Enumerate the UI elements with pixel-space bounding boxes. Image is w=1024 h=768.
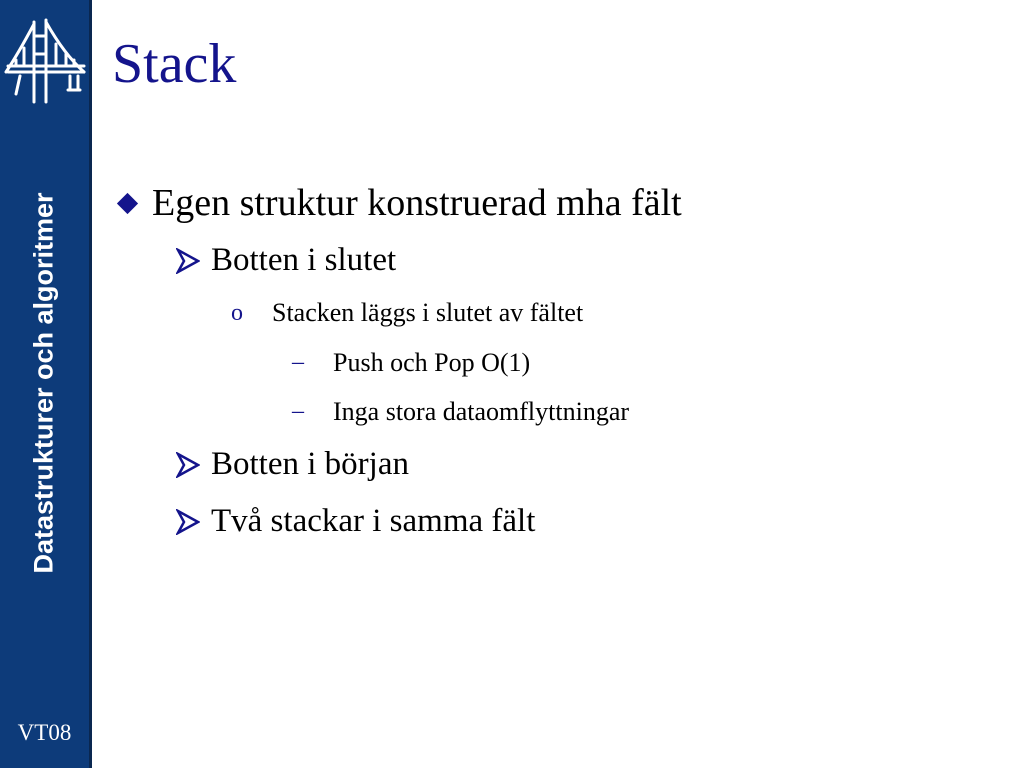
bullet-text: Botten i slutet [211, 242, 397, 278]
bullet-item [333, 348, 530, 378]
sidebar-title-container [14, 138, 74, 628]
bullet-item [272, 298, 583, 328]
diamond-bullet-icon [117, 193, 138, 214]
bullet-item [152, 181, 682, 225]
bullet-item [211, 446, 409, 483]
course-title: Datastrukturer och algoritmer [28, 192, 59, 574]
bullet-text: Push och Pop O(1) [333, 348, 531, 377]
slide-title: Stack [112, 33, 237, 95]
dash-bullet-icon: – [292, 398, 304, 424]
sidebar [0, 0, 92, 768]
arrow-bullet-icon [176, 452, 200, 478]
bullet-text: Två stackar i samma fält [211, 503, 536, 539]
bullet-item [211, 503, 535, 540]
bullet-text: Egen struktur konstruerad mha fält [152, 182, 682, 224]
term-label: VT08 [17, 720, 72, 745]
arrow-bullet-icon [176, 248, 200, 274]
bullet-text: Inga stora dataomflyttningar [333, 397, 630, 426]
bullet-item [333, 397, 629, 427]
bullet-text: Botten i början [211, 446, 409, 482]
bullet-item [211, 242, 396, 279]
dash-bullet-icon: – [292, 349, 304, 375]
arrow-bullet-icon [176, 509, 200, 535]
bullet-text: Stacken läggs i slutet av fältet [272, 298, 584, 327]
circle-bullet-icon: o [231, 300, 243, 326]
bridge-logo-icon [4, 14, 86, 106]
